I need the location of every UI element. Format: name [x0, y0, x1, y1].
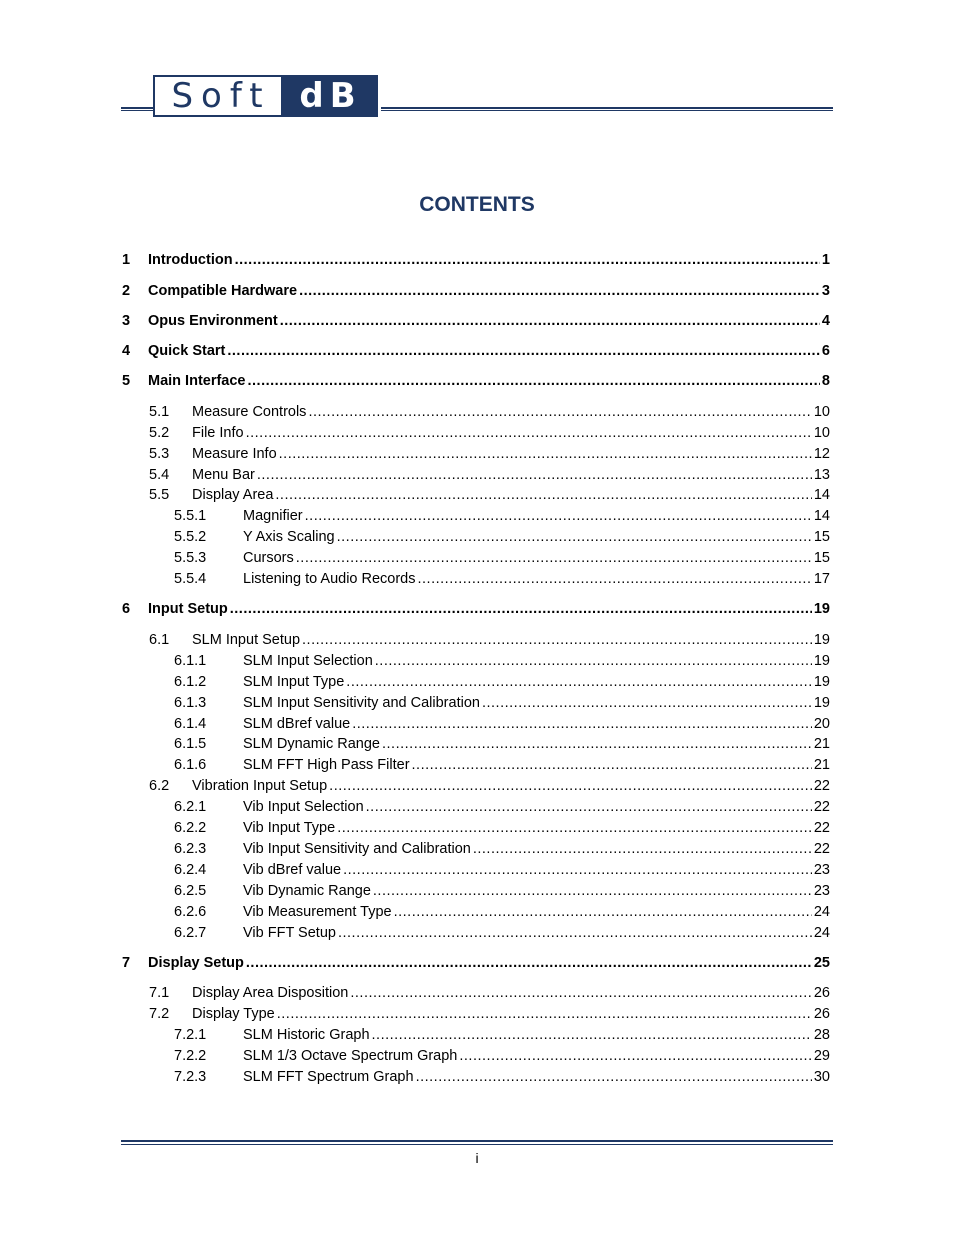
toc-number: 6.2.6	[174, 904, 207, 920]
toc-leader	[279, 446, 812, 462]
toc-entry[interactable]	[122, 955, 830, 971]
toc-number: 6.1.2	[174, 674, 207, 690]
toc-entry[interactable]	[174, 653, 830, 669]
logo-db-text: dB	[283, 75, 378, 117]
toc-entry[interactable]	[174, 695, 830, 711]
page-number: i	[475, 1150, 479, 1166]
toc-label: Cursors	[243, 550, 294, 566]
toc-number: 5.5.3	[174, 550, 207, 566]
toc-label: Quick Start	[148, 343, 226, 359]
toc-number: 5.1	[149, 404, 170, 420]
toc-entry[interactable]	[149, 778, 830, 794]
toc-label: Introduction	[148, 252, 233, 268]
toc-leader	[302, 632, 812, 648]
toc-entry[interactable]	[174, 736, 830, 752]
toc-leader	[230, 601, 812, 617]
toc-page: 26	[813, 1006, 830, 1022]
header-rule-left	[121, 107, 153, 111]
toc-leader	[343, 862, 812, 878]
toc-page: 22	[813, 799, 830, 815]
toc-number: 1	[122, 252, 131, 268]
toc-number: 6.1.3	[174, 695, 207, 711]
toc-entry[interactable]	[149, 1006, 830, 1022]
toc-page: 14	[813, 487, 830, 503]
toc-entry[interactable]	[174, 1048, 830, 1064]
toc-leader	[246, 425, 812, 441]
logo-soft-text: Soft	[153, 75, 283, 117]
toc-page: 19	[813, 653, 830, 669]
toc-entry[interactable]	[122, 313, 830, 329]
toc-label: Vib Input Sensitivity and Calibration	[243, 841, 471, 857]
toc-number: 7.2	[149, 1006, 170, 1022]
toc-page: 19	[813, 601, 830, 617]
toc-leader	[473, 841, 812, 857]
toc-number: 7.2.2	[174, 1048, 207, 1064]
toc-entry[interactable]	[174, 820, 830, 836]
toc-label: SLM Historic Graph	[243, 1027, 370, 1043]
toc-label: SLM Input Setup	[192, 632, 301, 648]
toc-label: Vibration Input Setup	[192, 778, 328, 794]
toc-leader	[296, 550, 812, 566]
softdb-logo	[153, 75, 380, 119]
toc-label: Compatible Hardware	[148, 283, 298, 299]
toc-entry[interactable]	[149, 632, 830, 648]
toc-leader	[350, 985, 812, 1001]
toc-number: 5.5.1	[174, 508, 207, 524]
toc-page: 8	[821, 373, 830, 389]
toc-label: SLM FFT Spectrum Graph	[243, 1069, 414, 1085]
toc-page: 10	[813, 404, 830, 420]
toc-entry[interactable]	[174, 1069, 830, 1085]
toc-number: 6.2.3	[174, 841, 207, 857]
toc-number: 6.2.4	[174, 862, 207, 878]
toc-leader	[346, 674, 812, 690]
toc-leader	[338, 925, 812, 941]
toc-label: Vib Input Selection	[243, 799, 364, 815]
toc-label: Vib Input Type	[243, 820, 336, 836]
toc-page: 23	[813, 883, 830, 899]
toc-number: 6.2.2	[174, 820, 207, 836]
toc-entry[interactable]	[174, 904, 830, 920]
toc-leader	[248, 373, 820, 389]
toc-number: 6.1.6	[174, 757, 207, 773]
toc-page: 21	[813, 736, 830, 752]
toc-label: Opus Environment	[148, 313, 278, 329]
toc-number: 6.2.1	[174, 799, 207, 815]
toc-entry[interactable]	[122, 252, 830, 268]
toc-label: SLM Input Selection	[243, 653, 373, 669]
toc-page: 6	[821, 343, 830, 359]
toc-entry[interactable]	[149, 467, 830, 483]
toc-leader	[280, 313, 820, 329]
toc-label: Magnifier	[243, 508, 303, 524]
toc-leader	[418, 571, 812, 587]
toc-page: 25	[813, 955, 830, 971]
toc-label: SLM dBref value	[243, 716, 351, 732]
toc-number: 5.5.4	[174, 571, 207, 587]
toc-page: 15	[813, 550, 830, 566]
toc-entry[interactable]	[149, 446, 830, 462]
toc-leader	[459, 1048, 811, 1064]
toc-entry[interactable]	[174, 925, 830, 941]
toc-number: 6.2.7	[174, 925, 207, 941]
toc-label: Vib Dynamic Range	[243, 883, 371, 899]
toc-page: 28	[813, 1027, 830, 1043]
toc-page: 3	[821, 283, 830, 299]
toc-leader	[372, 1027, 812, 1043]
toc-label: SLM Input Type	[243, 674, 345, 690]
toc-entry[interactable]	[174, 674, 830, 690]
toc-number: 6.2	[149, 778, 170, 794]
toc-leader	[416, 1069, 812, 1085]
toc-entry[interactable]	[122, 601, 830, 617]
toc-page: 22	[813, 820, 830, 836]
toc-page: 19	[813, 695, 830, 711]
toc-label: Menu Bar	[192, 467, 255, 483]
toc-entry[interactable]	[174, 529, 830, 545]
toc-label: Input Setup	[148, 601, 228, 617]
toc-entry[interactable]	[174, 841, 830, 857]
toc-leader	[412, 757, 812, 773]
toc-page: 24	[813, 925, 830, 941]
toc-page: 17	[813, 571, 830, 587]
toc-page: 22	[813, 778, 830, 794]
toc-label: SLM FFT High Pass Filter	[243, 757, 410, 773]
toc-number: 7.2.3	[174, 1069, 207, 1085]
toc-entry[interactable]	[174, 862, 830, 878]
toc-label: Listening to Audio Records	[243, 571, 416, 587]
toc-label: Display Type	[192, 1006, 275, 1022]
toc-number: 6.1.5	[174, 736, 207, 752]
toc-label: Main Interface	[148, 373, 246, 389]
toc-number: 6.2.5	[174, 883, 207, 899]
toc-label: Y Axis Scaling	[243, 529, 335, 545]
toc-entry[interactable]	[174, 757, 830, 773]
toc-entry[interactable]	[122, 283, 830, 299]
toc-number: 6	[122, 601, 131, 617]
toc-leader	[277, 1006, 812, 1022]
toc-leader	[227, 343, 820, 359]
toc-page: 19	[813, 674, 830, 690]
toc-leader	[305, 508, 812, 524]
toc-page: 15	[813, 529, 830, 545]
toc-number: 7.2.1	[174, 1027, 207, 1043]
toc-entry[interactable]	[149, 487, 830, 503]
toc-leader	[246, 955, 812, 971]
toc-leader	[337, 529, 812, 545]
toc-number: 7	[122, 955, 131, 971]
toc-number: 5.2	[149, 425, 170, 441]
toc-page: 20	[813, 716, 830, 732]
toc-number: 6.1	[149, 632, 170, 648]
toc-entry[interactable]	[149, 985, 830, 1001]
toc-leader	[366, 799, 812, 815]
toc-leader	[382, 736, 812, 752]
toc-leader	[482, 695, 812, 711]
toc-page: 22	[813, 841, 830, 857]
toc-number: 5.4	[149, 467, 170, 483]
toc-leader	[337, 820, 812, 836]
toc-leader	[275, 487, 811, 503]
toc-number: 5.5	[149, 487, 170, 503]
toc-page: 24	[813, 904, 830, 920]
toc-label: Vib Measurement Type	[243, 904, 392, 920]
toc-number: 4	[122, 343, 131, 359]
toc-number: 6.1.4	[174, 716, 207, 732]
toc-number: 3	[122, 313, 131, 329]
toc-entry[interactable]	[174, 716, 830, 732]
toc-leader	[375, 653, 812, 669]
toc-entry[interactable]	[122, 343, 830, 359]
toc-leader	[373, 883, 812, 899]
toc-label: Display Area	[192, 487, 274, 503]
toc-page: 13	[813, 467, 830, 483]
toc-number: 5	[122, 373, 131, 389]
toc-entry[interactable]	[174, 883, 830, 899]
toc-label: Display Area Disposition	[192, 985, 349, 1001]
toc-page: 26	[813, 985, 830, 1001]
toc-page: 19	[813, 632, 830, 648]
toc-page: 12	[813, 446, 830, 462]
footer-rule	[121, 1140, 833, 1145]
toc-leader	[352, 716, 812, 732]
toc-entry[interactable]	[174, 799, 830, 815]
toc-number: 2	[122, 283, 131, 299]
header-rule-right	[381, 107, 833, 111]
toc-label: Measure Controls	[192, 404, 307, 420]
toc-label: SLM Input Sensitivity and Calibration	[243, 695, 480, 711]
toc-leader	[308, 404, 811, 420]
toc-entry[interactable]	[174, 550, 830, 566]
toc-number: 7.1	[149, 985, 170, 1001]
toc-entry[interactable]	[149, 404, 830, 420]
toc-leader	[394, 904, 812, 920]
toc-entry[interactable]	[149, 425, 830, 441]
toc-leader	[257, 467, 812, 483]
toc-page: 4	[821, 313, 830, 329]
toc-label: Display Setup	[148, 955, 244, 971]
toc-page: 30	[813, 1069, 830, 1085]
toc-page: 10	[813, 425, 830, 441]
toc-label: Measure Info	[192, 446, 277, 462]
toc-page: 29	[813, 1048, 830, 1064]
toc-number: 5.5.2	[174, 529, 207, 545]
toc-leader	[299, 283, 820, 299]
toc-page: 23	[813, 862, 830, 878]
toc-label: Vib dBref value	[243, 862, 342, 878]
toc-leader	[235, 252, 820, 268]
toc-label: Vib FFT Setup	[243, 925, 336, 941]
toc-number: 6.1.1	[174, 653, 207, 669]
toc-entry[interactable]	[174, 508, 830, 524]
toc-page: 1	[821, 252, 830, 268]
toc-entry[interactable]	[174, 1027, 830, 1043]
page-title: CONTENTS	[419, 193, 535, 216]
toc-page: 21	[813, 757, 830, 773]
toc-label: File Info	[192, 425, 244, 441]
toc-page: 14	[813, 508, 830, 524]
toc-entry[interactable]	[174, 571, 830, 587]
toc-entry[interactable]	[122, 373, 830, 389]
toc-label: SLM Dynamic Range	[243, 736, 380, 752]
toc-label: SLM 1/3 Octave Spectrum Graph	[243, 1048, 458, 1064]
toc-number: 5.3	[149, 446, 170, 462]
toc-leader	[329, 778, 812, 794]
